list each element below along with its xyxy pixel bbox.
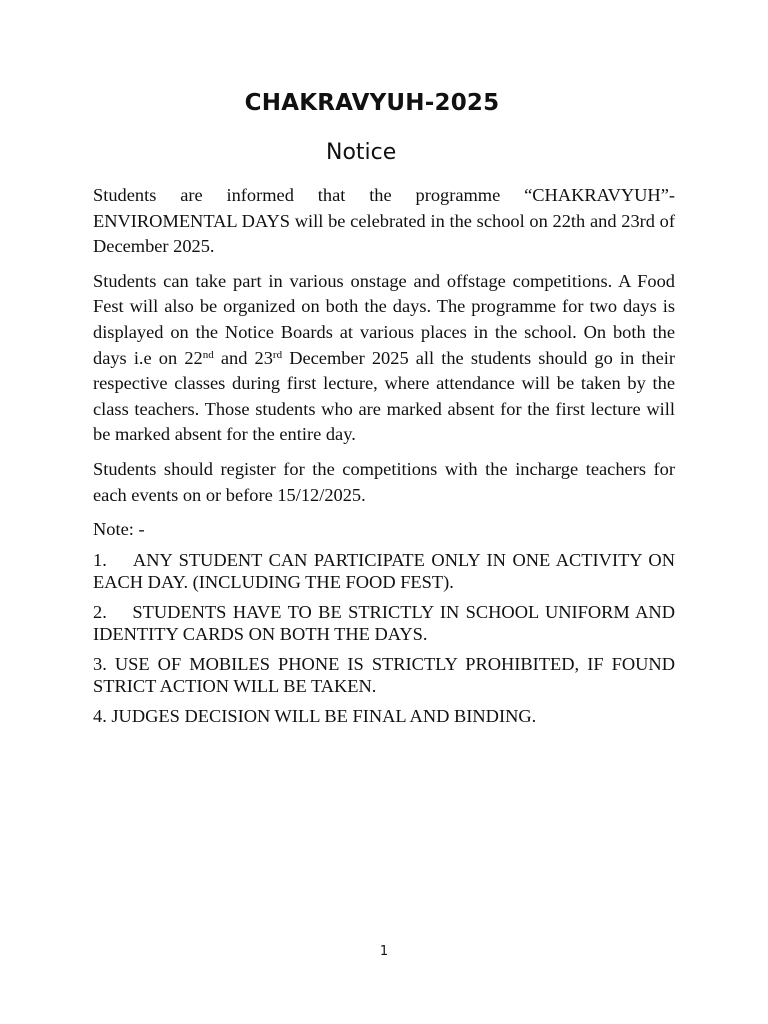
notice-body bbox=[93, 183, 675, 735]
ordinal-suffix-rd: rd bbox=[272, 348, 283, 361]
ordinal-suffix-nd: nd bbox=[202, 348, 214, 361]
note-item-4: 4. JUDGES DECISION WILL BE FINAL AND BINDING. bbox=[93, 705, 537, 726]
note-item-1: 1. ANY STUDENT CAN PARTICIPATE ONLY IN ONE ACTIVITY ON EACH DAY. (INCLUDING THE FOOD FEST). bbox=[93, 549, 675, 592]
page-number: 1 bbox=[379, 944, 389, 959]
note-item-3: 3. USE OF MOBILES PHONE IS STRICTLY PROHIBITED, IF FOUND STRICT ACTION WILL BE TAKEN. bbox=[93, 653, 675, 696]
paragraph-competitions-text-1: Students can take part in various onstage and offstage competitions. A Food Fest will also be organized on both the days. The programme for two days is displayed on the Notice Boards at various places in the school. On both the days i.e on 22 bbox=[93, 270, 675, 368]
paragraph-competitions-text-2: and 23 bbox=[213, 347, 273, 368]
document-title: CHAKRAVYUH-2025 bbox=[244, 90, 500, 116]
paragraph-intro: Students are informed that the programme “CHAKRAVYUH”- ENVIROMENTAL DAYS will be celebrated in the school on 22th and 23rd of December 2025. bbox=[93, 185, 675, 257]
note-item-2: 2. STUDENTS HAVE TO BE STRICTLY IN SCHOOL UNIFORM AND IDENTITY CARDS ON BOTH THE DAYS. bbox=[93, 601, 675, 644]
paragraph-competitions-text-3: December 2025 all the students should go in their respective classes during first lecture, where attendance will be taken by the class teachers. Those students who are marked absent for the first lecture will be marked absent for the entire day. bbox=[93, 347, 676, 445]
note-label: Note: - bbox=[93, 519, 145, 540]
notice-heading: Notice bbox=[326, 140, 397, 165]
paragraph-competitions bbox=[93, 269, 675, 448]
paragraph-registration: Students should register for the competitions with the incharge teachers for each events on or before 15/12/2025. bbox=[93, 458, 675, 505]
